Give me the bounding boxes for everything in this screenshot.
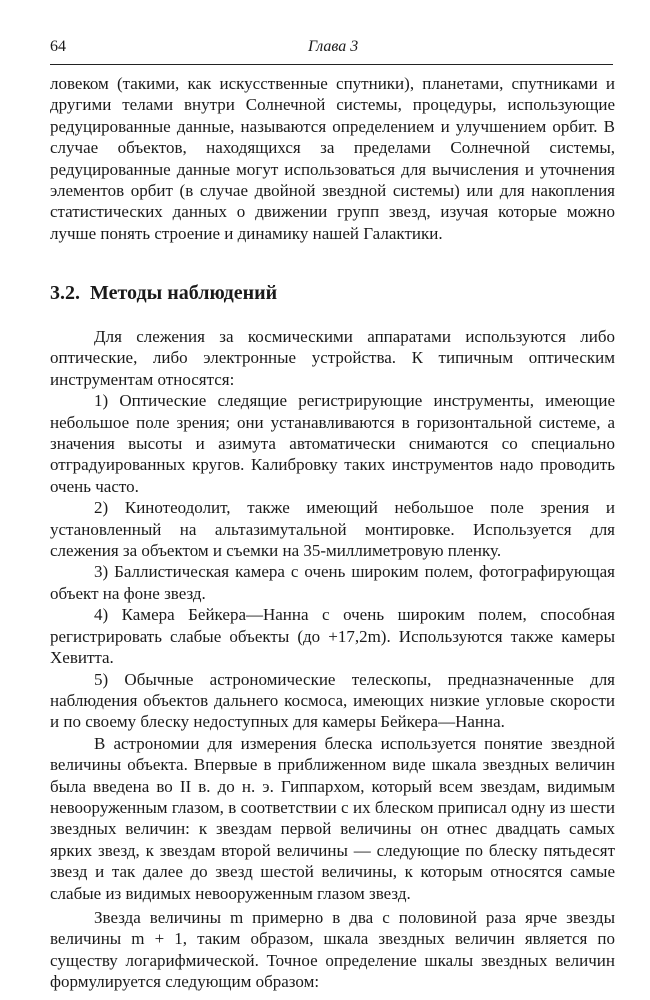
page-header	[50, 38, 600, 62]
header-rule	[50, 64, 613, 65]
paragraph: Для слежения за космическими аппаратами используются либо оптические, либо электронные устройства. К типичным оптическим инструментам относятся:	[50, 327, 615, 389]
page-number: 64	[50, 38, 66, 55]
running-head: Глава 3	[308, 38, 359, 55]
list-item: 2) Кинотеодолит, также имеющий небольшое поле зрения и установленный на альтазимутальной монтировке. Используется для слежения за объектом и съемки на 35-миллиметровую пленку.	[50, 498, 615, 561]
list-item: 3) Баллистическая камера с очень широким полем, фотографирующая объект на фоне звезд.	[50, 562, 615, 603]
paragraph: В астрономии для измерения блеска используется понятие звездной величины объекта. Впервые в приближенном виде шкала звездных величин была введена во II в. до н. э. Гиппархом, который всем звездам, видимым невооруженным глазом, в соответствии с их блеском приписал одну из шести звездных величин: к звездам первой величины он отнес двадцать самых ярких звезд, к звездам второй величины — следующие по блеску пятьдесят звезд и так далее до звезд шестой величины, к которым относятся самые слабые из видимых невооруженным глазом звезд.	[50, 733, 615, 903]
section-title: Методы наблюдений	[90, 282, 278, 304]
list-item: 4) Камера Бейкера—Нанна с очень широким полем, способная регистрировать слабые объекты (до +17,2m). Используются также камеры Хевитта.	[50, 605, 615, 668]
paragraph: Звезда величины m примерно в два с половиной раза ярче звезды величины m + 1, таким образом, шкала звездных величин является по существу логарифмической. Точное определение шкалы звездных величин формулируется следующим образом:	[50, 907, 615, 992]
section-number: 3.2.	[50, 282, 80, 304]
intro-text	[50, 73, 615, 244]
list-item: 1) Оптические следящие регистрирующие инструменты, имеющие небольшое поле зрения; они устанавливаются в горизонтальной системе, а значения высоты и азимута автоматически снимаются со специально отградуированных кругов. Калибровку таких инструментов надо проводить очень часто.	[50, 391, 615, 496]
section-body	[50, 326, 615, 993]
intro-paragraph: ловеком (такими, как искусственные спутники), планетами, спутниками и другими телами внутри Солнечной системы, процедуры, использующие редуцированные данные, называются определением и улучшением орбит. В случае объектов, находящихся за пределами Солнечной системы, редуцированные данные могут использоваться для вычисления и уточнения элементов орбит (в случае двойной звездной системы) или для накопления статистических данных о движении групп звезд, изучая которые можно лучше понять строение и динамику нашей Галактики.	[50, 74, 615, 243]
section-heading	[50, 282, 610, 305]
list-item: 5) Обычные астрономические телескопы, предназначенные для наблюдения объектов дальнего космоса, имеющих низкие угловые скорости и по своему блеску недоступных для камеры Бейкера—Нанна.	[50, 669, 615, 732]
